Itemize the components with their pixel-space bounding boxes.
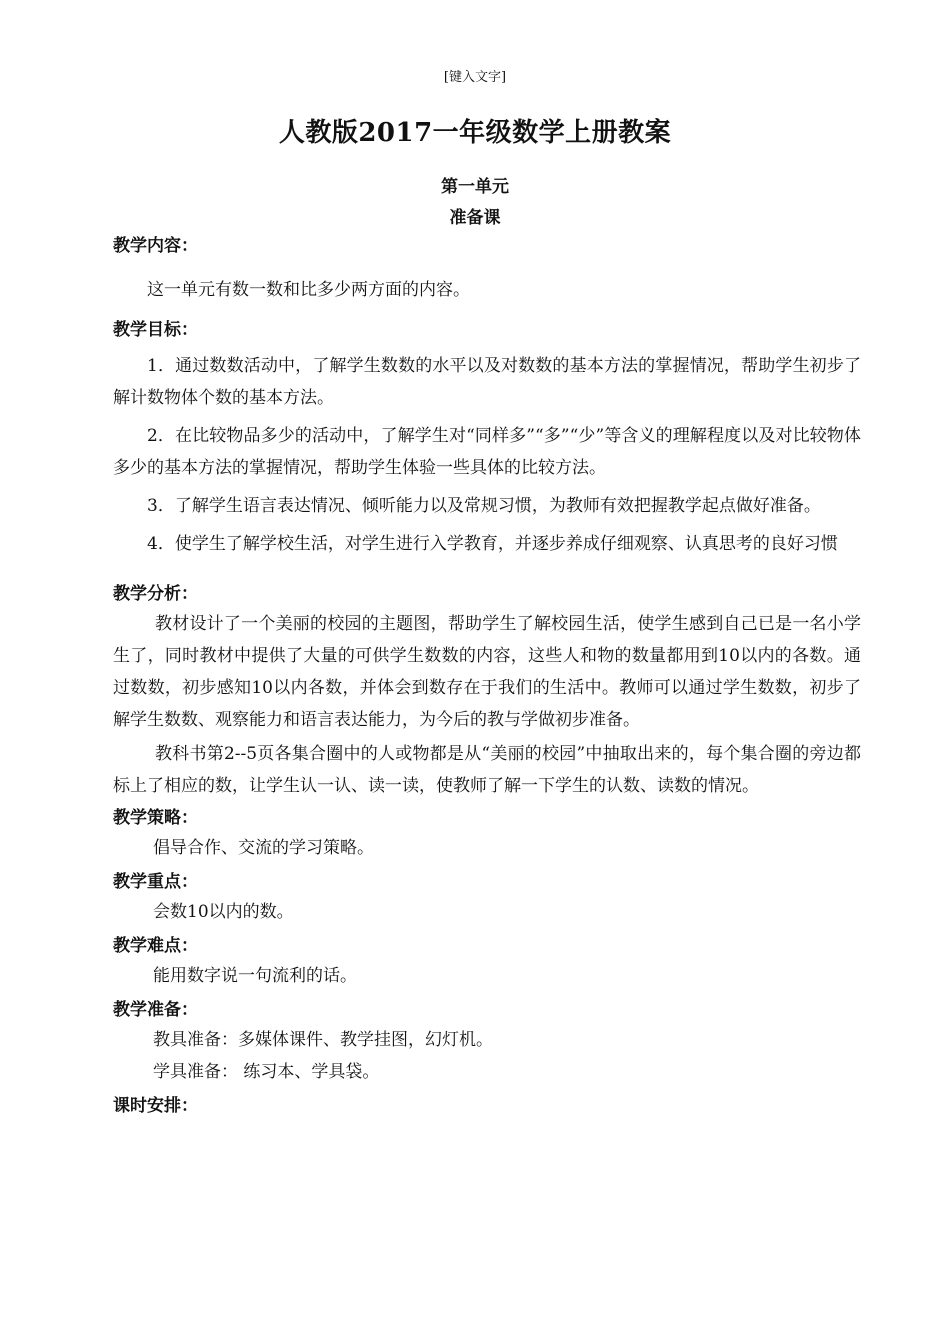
content-text: 这一单元有数一数和比多少两方面的内容。 bbox=[147, 280, 470, 300]
prep-student-text: 学具准备： 练习本、学具袋。 bbox=[153, 1062, 380, 1082]
section-heading-analysis: 教学分析： bbox=[113, 584, 198, 604]
goal-item: 1．通过数数活动中，了解学生数数的水平以及对数数的基本方法的掌握情况，帮助学生初步了解计数物体个数的基本方法。 bbox=[113, 356, 861, 408]
lesson-heading: 准备课 bbox=[449, 208, 501, 228]
section-heading-schedule: 课时安排： bbox=[113, 1096, 198, 1116]
goal-item: 3．了解学生语言表达情况、倾听能力以及常规习惯，为教师有效把握教学起点做好准备。 bbox=[147, 496, 821, 516]
document-body bbox=[113, 234, 861, 1118]
analysis-paragraph: 教材设计了一个美丽的校园的主题图，帮助学生了解校园生活，使学生感到自己已是一名小学生了，同时教材中提供了大量的可供学生数数的内容，这些人和物的数量都用到10以内的各数。通过数数，初步感知10以内各数，并体会到数存在于我们的生活中。教师可以通过学生数数，初步了解学生数数、观察能力和语言表达能力，为今后的教与学做初步准备。 bbox=[113, 614, 861, 730]
key-text: 会数10以内的数。 bbox=[153, 902, 294, 922]
goal-item: 2．在比较物品多少的活动中，了解学生对“同样多”“多”“少”等含义的理解程度以及对比较物体多少的基本方法的掌握情况，帮助学生体验一些具体的比较方法。 bbox=[113, 426, 861, 478]
difficulty-text: 能用数字说一句流利的话。 bbox=[153, 966, 357, 986]
analysis-paragraph: 教科书第2--5页各集合圈中的人或物都是从“美丽的校园”中抽取出来的，每个集合圈的旁边都标上了相应的数，让学生认一认、读一读，使教师了解一下学生的认数、读数的情况。 bbox=[113, 744, 861, 796]
section-heading-key: 教学重点： bbox=[113, 872, 198, 892]
section-heading-difficulty: 教学难点： bbox=[113, 936, 198, 956]
goal-item: 4．使学生了解学校生活，对学生进行入学教育，并逐步养成仔细观察、认真思考的良好习惯 bbox=[147, 534, 838, 554]
prep-teacher-text: 教具准备：多媒体课件、教学挂图，幻灯机。 bbox=[153, 1030, 493, 1050]
section-heading-goals: 教学目标： bbox=[113, 320, 198, 340]
section-heading-content: 教学内容： bbox=[113, 236, 198, 256]
section-heading-prep: 教学准备： bbox=[113, 1000, 198, 1020]
document-title: 人教版2017一年级数学上册教案 bbox=[278, 118, 672, 148]
page-header: [键入文字] bbox=[443, 70, 507, 85]
section-heading-strategy: 教学策略： bbox=[113, 808, 198, 828]
unit-heading: 第一单元 bbox=[441, 177, 509, 197]
strategy-text: 倡导合作、交流的学习策略。 bbox=[153, 838, 374, 858]
